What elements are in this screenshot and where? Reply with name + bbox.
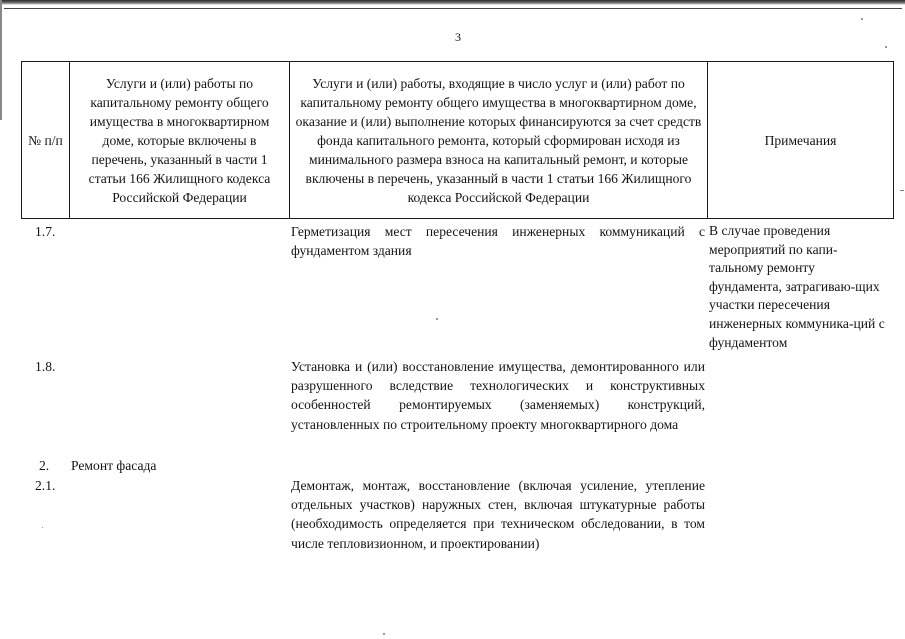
section-title: Ремонт фасада [71,458,157,473]
scan-speck [383,633,385,635]
scan-speck [42,527,43,528]
scan-speck [885,46,887,48]
scan-speck [900,190,904,191]
scan-speck [436,318,438,320]
row-number: 1.7. [35,224,56,239]
page-number: 3 [455,30,461,44]
header-col-number: № п/п [22,62,70,219]
scan-speck [861,18,863,20]
section-number: 2. [39,458,50,473]
header-col-notes: Примечания [708,62,894,219]
row-description: Демонтаж, монтаж, восстановление (включая усиление, утепление отдельных участков) наружных стен, включая штукатурные работы (необходимость определяется при техническом обследовании, в том числе тепловизионном, и проектировании) [291,478,705,551]
header-table [21,61,894,219]
scan-edge-left [0,0,2,120]
row-description: Установка и (или) восстановление имущества, демонтированного или разрушенного вследствие технологических и конструктивных особенностей ремонтируемых (заменяемых) конструкций, установленных по строительному проекту многоквартирного дома [291,359,705,432]
header-col-works: Услуги и (или) работы, входящие в число услуг и (или) работ по капитальному ремонту общего имущества в многоквартирном доме, оказание и (или) выполнение которых финансируются за счет средств фонда капитального ремонта, который сформирован исходя из минимального размера взноса на капитальный ремонт, и которые включены в перечень, указанный в части 1 статьи 166 Жилищного кодекса Российской Федерации [290,62,708,219]
row-note: В случае проведения мероприятий по капи-тальному ремонту фундамента, затрагиваю-щих участки пересечения инженерных коммуника-ций с фундаментом [709,223,885,350]
header-col-services: Услуги и (или) работы по капитальному ремонту общего имущества в многоквартирном доме, которые включены в перечень, указанный в части 1 статьи 166 Жилищного кодекса Российской Федерации [70,62,290,219]
row-description: Герметизация мест пересечения инженерных коммуникаций с фундаментом здания [291,224,705,259]
row-number: 1.8. [35,359,56,374]
scan-line [4,8,902,9]
row-number: 2.1. [35,478,56,493]
header-row [22,62,894,219]
scan-edge-top [0,0,905,5]
